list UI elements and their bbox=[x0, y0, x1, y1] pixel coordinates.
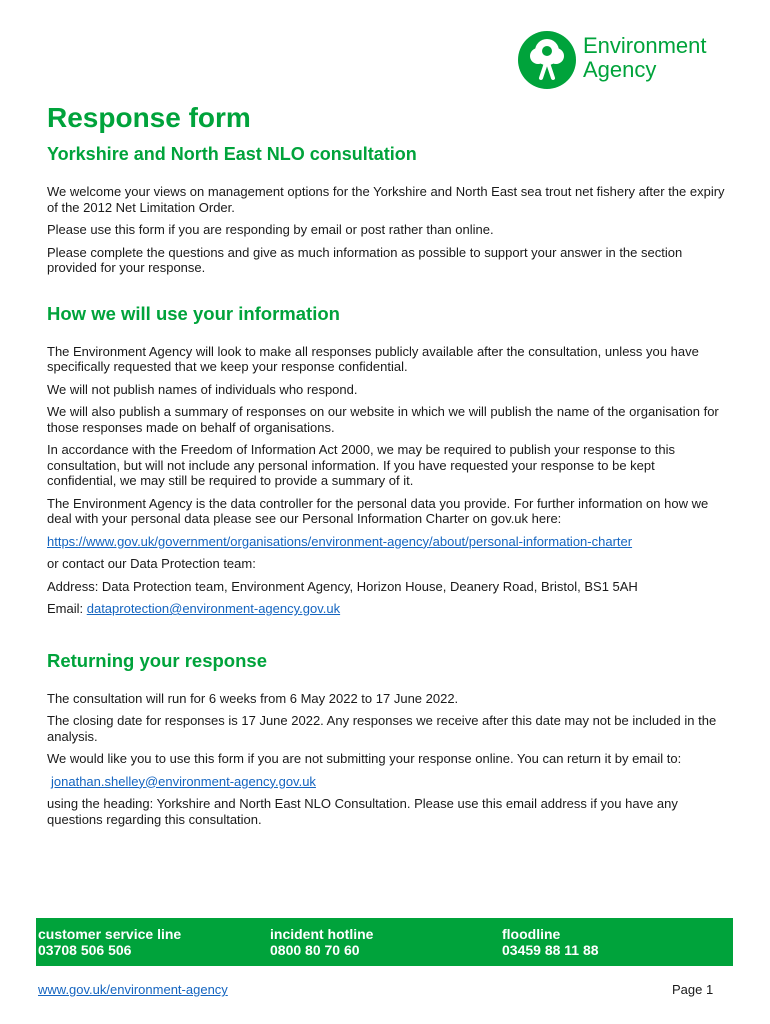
data-protection-email-link[interactable]: dataprotection@environment-agency.gov.uk bbox=[86, 601, 341, 616]
charter-link[interactable]: https://www.gov.uk/government/organisations/environment-agency/about/personal-information-charter bbox=[47, 533, 633, 549]
footer-contact-bar bbox=[36, 918, 733, 966]
section-heading-information: How we will use your information bbox=[47, 302, 340, 324]
website-link[interactable]: www.gov.uk/environment-agency bbox=[38, 982, 228, 997]
incident-hotline-label: incident hotline bbox=[270, 926, 374, 942]
intro-section bbox=[47, 184, 727, 276]
contact-text: or contact our Data Protection team: bbox=[47, 556, 256, 571]
logo-line-environment: Environment bbox=[583, 33, 707, 58]
info-paragraph: We will not publish names of individuals who respond. bbox=[47, 381, 358, 397]
info-paragraph: The Environment Agency will look to make all responses publicly available after the consultation, unless you have specifically requested that we keep your response confidential. bbox=[47, 343, 699, 374]
return-closing: using the heading: Yorkshire and North East NLO Consultation. Please use this email address if you have any questions regarding this consultation. bbox=[47, 796, 678, 827]
page-subtitle: Yorkshire and North East NLO consultation bbox=[47, 144, 417, 164]
document-body bbox=[47, 100, 727, 834]
return-paragraph: The closing date for responses is 17 June 2022. Any responses we receive after this date may not be included in the analysis. bbox=[47, 713, 717, 744]
customer-service-label: customer service line bbox=[38, 926, 182, 942]
logo-line-agency: Agency bbox=[583, 57, 657, 82]
incident-hotline-number: 0800 80 70 60 bbox=[270, 942, 360, 958]
incident-hotline-block bbox=[270, 926, 373, 958]
return-paragraph: We would like you to use this form if you are not submitting your response online. You can return it by email to: bbox=[47, 751, 682, 766]
intro-paragraph: We welcome your views on management options for the Yorkshire and North East sea trout net fishery after the expiry of the 2012 Net Limitation Order. bbox=[47, 184, 725, 215]
floodline-block bbox=[502, 926, 599, 958]
floodline-label: floodline bbox=[502, 926, 561, 942]
section-heading-returning: Returning your response bbox=[47, 649, 267, 671]
info-paragraph: In accordance with the Freedom of Information Act 2000, we may be required to publish your response to this consultation, but will not include any personal information. If you have requested your response to be kept confidential, we may still be required to provide a summary of it. bbox=[47, 442, 675, 488]
floodline-number: 03459 88 11 88 bbox=[502, 942, 599, 958]
tree-person-icon bbox=[517, 30, 577, 90]
customer-service-number: 03708 506 506 bbox=[38, 942, 132, 958]
contact-email-link[interactable]: jonathan.shelley@environment-agency.gov.uk bbox=[51, 773, 316, 789]
customer-service-block bbox=[38, 926, 181, 958]
info-paragraph: The Environment Agency is the data controller for the personal data you provide. For further information on how we deal with your personal data please see our Personal Information Charter on gov.uk here: bbox=[47, 495, 709, 526]
information-section bbox=[47, 344, 727, 617]
returning-section bbox=[47, 691, 727, 828]
page-number: Page 1 bbox=[672, 982, 714, 997]
page-title: Response form bbox=[47, 102, 251, 133]
intro-paragraph: Please use this form if you are responding by email or post rather than online. bbox=[47, 222, 494, 237]
address-text: Address: Data Protection team, Environment Agency, Horizon House, Deanery Road, Bristol, BS1 5AH bbox=[47, 578, 638, 594]
info-paragraph: We will also publish a summary of responses on our website in which we will publish the name of the organisation for those responses made on behalf of organisations. bbox=[47, 404, 719, 435]
intro-paragraph: Please complete the questions and give as much information as possible to support your answer in the section provided for your response. bbox=[47, 244, 683, 275]
email-label: Email: bbox=[47, 601, 87, 616]
environment-agency-logo bbox=[517, 30, 737, 92]
return-paragraph: The consultation will run for 6 weeks from 6 May 2022 to 17 June 2022. bbox=[47, 690, 459, 706]
